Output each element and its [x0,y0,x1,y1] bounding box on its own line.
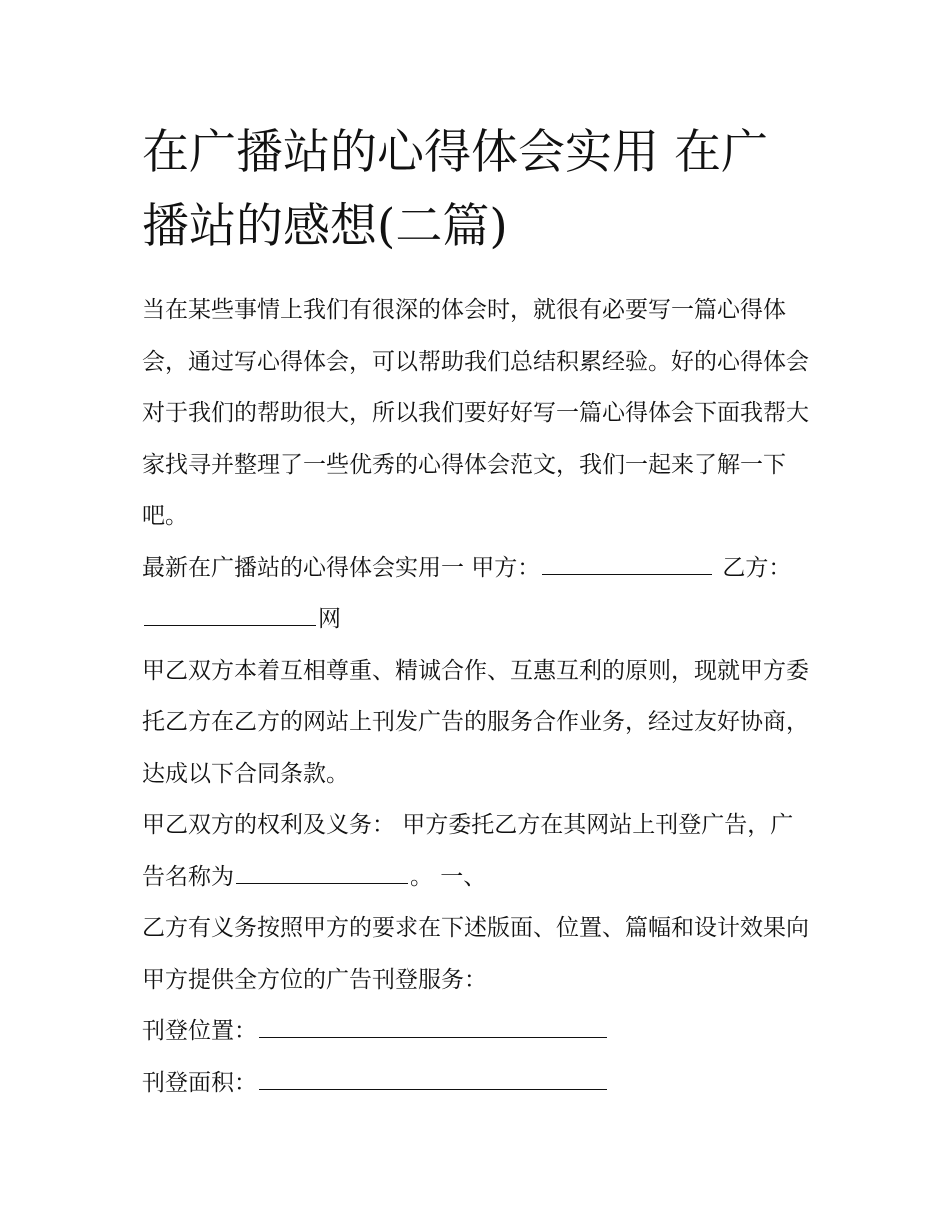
area-label: 刊登面积： [142,1069,257,1096]
party-a-blank [542,554,712,575]
position-line [142,1006,814,1058]
rights-paragraph [142,800,814,903]
parties-prefix: 最新在广播站的心得体会实用一 甲方： [142,554,541,581]
area-blank [259,1069,607,1090]
parties-suffix: 网 [318,606,341,632]
principle-paragraph: 甲乙双方本着互相尊重、精诚合作、互惠互利的原则，现就甲方委托乙方在乙方的网站上刊发广告的服务合作业务，经过友好协商，达成以下合同条款。 [142,657,809,787]
intro-paragraph: 当在某些事情上我们有很深的体会时，就很有必要写一篇心得体会，通过写心得体会，可以帮助我们总结积累经验。好的心得体会对于我们的帮助很大，所以我们要好好写一篇心得体会下面我帮大家找寻并整理了一些优秀的心得体会范文，我们一起来了解一下吧。 [142,297,809,529]
area-line [142,1058,814,1110]
position-blank [259,1017,607,1038]
obligation-paragraph: 乙方有义务按照甲方的要求在下述版面、位置、篇幅和设计效果向甲方提供全方位的广告刊登服务： [142,915,809,993]
document-title: 在广播站的心得体会实用 在广播站的感想(二篇) [142,125,768,254]
rights-suffix: 。 一、 [410,863,487,890]
ad-name-blank [236,863,408,884]
document-page [142,116,814,1109]
parties-paragraph [142,543,814,646]
rights-prefix: 甲乙双方的权利及义务： 甲方委托乙方在其网站上刊登广告，广告名称为 [142,812,794,890]
party-b-blank [144,605,316,626]
position-label: 刊登位置： [142,1018,257,1044]
parties-middle: 乙方： [722,554,792,581]
